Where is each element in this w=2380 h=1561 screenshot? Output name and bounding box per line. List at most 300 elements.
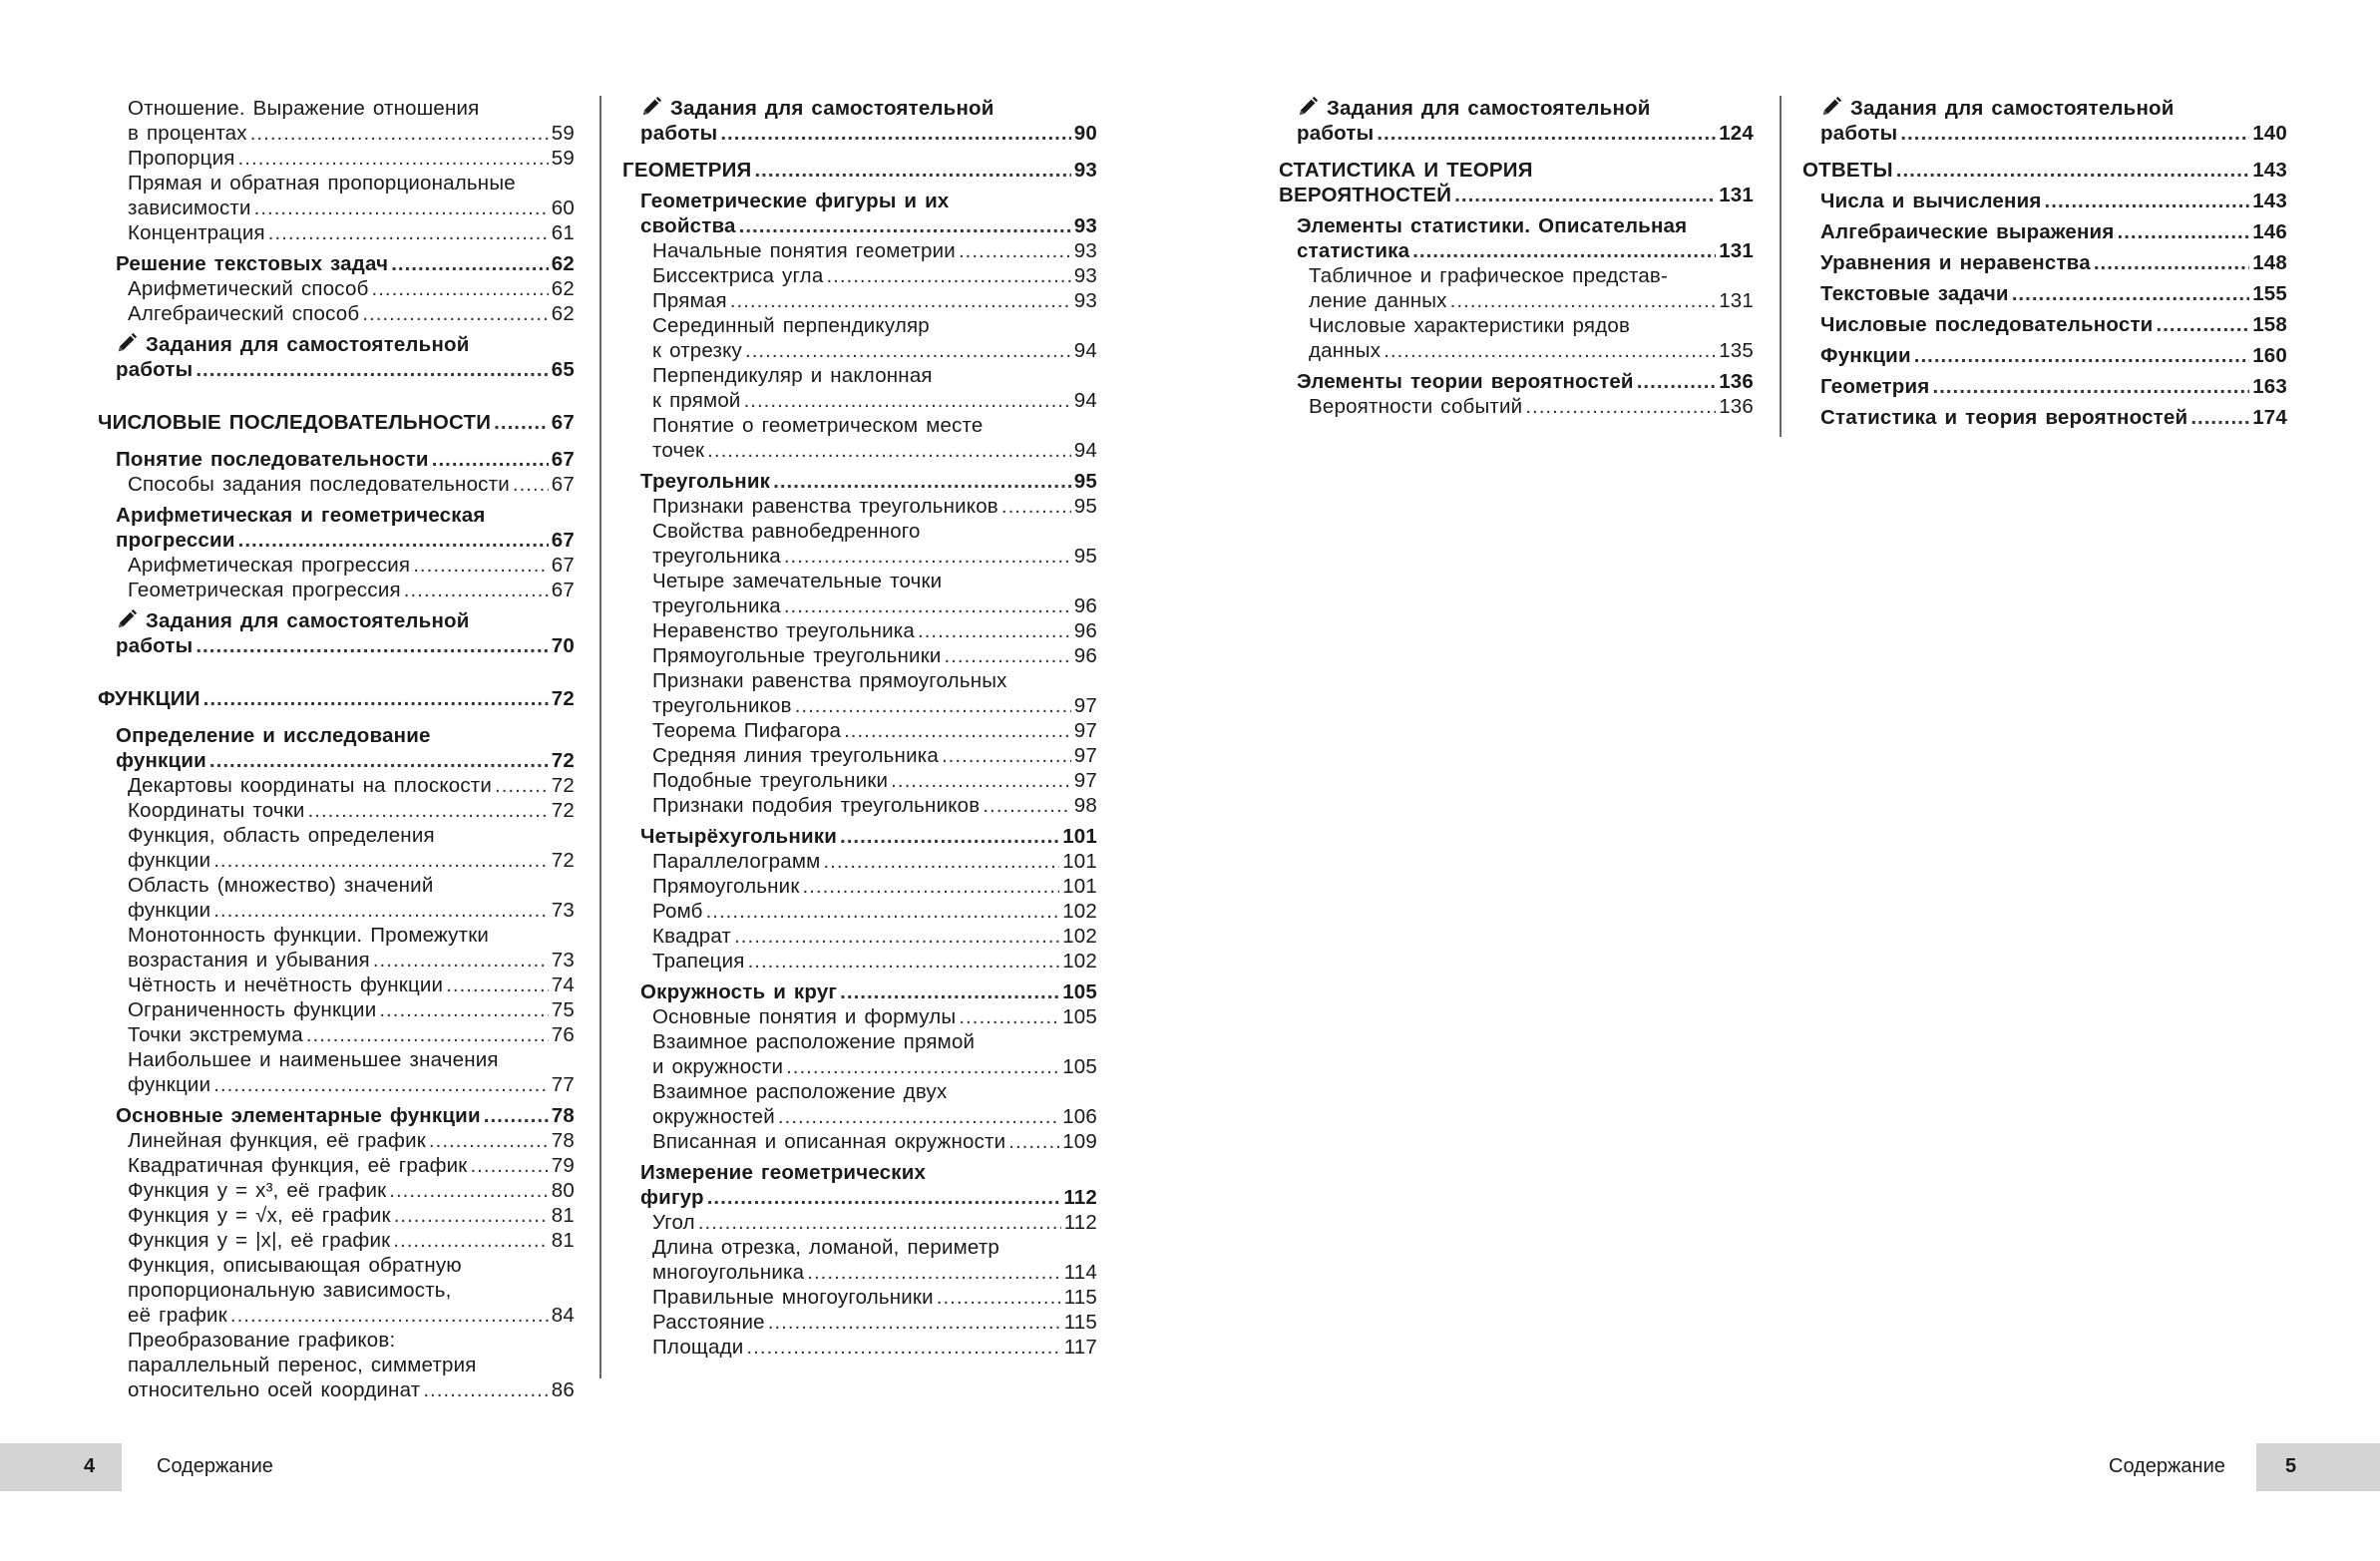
pencil-icon xyxy=(116,332,138,354)
dot-leader xyxy=(937,1285,1061,1310)
toc-line xyxy=(128,553,575,578)
toc-line xyxy=(652,438,1097,463)
toc-entry-title: Задания для самостоятельной xyxy=(1327,97,1651,120)
dot-leader xyxy=(413,553,549,578)
toc-page-number: 62 xyxy=(551,277,575,300)
toc-line xyxy=(652,949,1097,974)
dot-leader xyxy=(213,848,549,873)
dot-leader xyxy=(784,544,1071,569)
toc-line xyxy=(652,1260,1097,1285)
toc-item xyxy=(98,220,575,245)
toc-line xyxy=(128,1328,575,1353)
toc-page-number: 78 xyxy=(551,1129,575,1152)
toc-column-4 xyxy=(1802,96,2287,430)
toc-item xyxy=(622,1210,1097,1235)
toc-entry-title: Неравенство треугольника xyxy=(652,619,916,642)
toc-line xyxy=(652,1129,1097,1154)
toc-line xyxy=(640,824,1097,849)
dot-leader xyxy=(209,748,549,773)
toc-line xyxy=(1820,312,2287,337)
toc-item xyxy=(622,949,1097,974)
toc-page-number: 94 xyxy=(1073,439,1097,462)
toc-item xyxy=(98,823,575,873)
toc-entry-title: СТАТИСТИКА И ТЕОРИЯ xyxy=(1279,159,1533,182)
toc-line xyxy=(652,1104,1097,1129)
toc-page-number: 105 xyxy=(1062,1005,1097,1028)
dot-leader xyxy=(959,1004,1059,1029)
toc-page-number: 61 xyxy=(551,221,575,244)
dot-leader xyxy=(1384,338,1716,363)
toc-subsection xyxy=(622,979,1097,1004)
toc-item xyxy=(622,924,1097,949)
toc-item xyxy=(622,238,1097,263)
toc-entry-title: к прямой xyxy=(652,389,741,412)
toc-entry-title: пропорциональную зависимость, xyxy=(128,1279,452,1302)
toc-page-number: 81 xyxy=(551,1204,575,1227)
pencil-icon xyxy=(116,608,138,630)
dot-leader xyxy=(484,1103,549,1128)
dot-leader xyxy=(432,447,549,472)
running-title-left: Содержание xyxy=(157,1455,273,1477)
toc-subsection xyxy=(622,469,1097,494)
toc-entry-title: Квадрат xyxy=(652,925,732,948)
dot-leader xyxy=(238,528,549,553)
toc-line xyxy=(98,410,575,435)
toc-line xyxy=(652,388,1097,413)
toc-column-1 xyxy=(98,96,575,1402)
dot-leader xyxy=(372,276,549,301)
toc-entry-title: Треугольник xyxy=(640,470,771,493)
toc-item xyxy=(98,1153,575,1178)
dot-leader xyxy=(2157,312,2250,337)
dot-leader xyxy=(745,338,1071,363)
toc-subsection xyxy=(622,824,1097,849)
toc-line xyxy=(652,1310,1097,1335)
toc-page-number: 101 xyxy=(1062,875,1097,898)
toc-entry-title: Взаимное расположение двух xyxy=(652,1080,948,1103)
dot-leader xyxy=(494,410,549,435)
toc-item xyxy=(98,578,575,602)
toc-line xyxy=(640,1185,1097,1210)
toc-entry-title: относительно осей координат xyxy=(128,1378,421,1401)
pencil-icon xyxy=(1297,96,1319,118)
toc-line xyxy=(128,1022,575,1047)
dot-leader xyxy=(1900,121,2249,146)
toc-entry-title: Ромб xyxy=(652,900,703,923)
toc-line xyxy=(1802,158,2287,183)
toc-page-number: 136 xyxy=(1719,370,1754,393)
toc-entry-title: Функции xyxy=(1820,344,1911,367)
toc-entry-title: Статистика и теория вероятностей xyxy=(1820,406,2188,429)
toc-line xyxy=(1309,338,1754,363)
toc-entry-title: ГЕОМЕТРИЯ xyxy=(622,159,752,182)
toc-line xyxy=(128,1228,575,1253)
toc-subsection xyxy=(98,447,575,472)
toc-entry-title: ление данных xyxy=(1309,289,1447,312)
toc-item xyxy=(1279,313,1754,363)
toc-item xyxy=(98,1128,575,1153)
toc-page-number: 96 xyxy=(1073,594,1097,617)
toc-page-number: 93 xyxy=(1073,264,1097,287)
toc-line xyxy=(1297,96,1754,121)
toc-line xyxy=(128,1377,575,1402)
toc-page-number: 102 xyxy=(1062,900,1097,923)
toc-item xyxy=(622,363,1097,413)
page-number-box-left xyxy=(0,1443,122,1491)
toc-page-number: 62 xyxy=(551,302,575,325)
toc-page-number: 73 xyxy=(551,899,575,922)
toc-line xyxy=(652,793,1097,818)
toc-page-number: 109 xyxy=(1062,1130,1097,1153)
toc-page-number: 72 xyxy=(551,749,575,772)
toc-entry-title: Теорема Пифагора xyxy=(652,719,842,742)
toc-page-number: 140 xyxy=(2252,122,2287,145)
toc-item xyxy=(1279,263,1754,313)
toc-line xyxy=(128,1072,575,1097)
toc-entry-title: Наибольшее и наименьшее значения xyxy=(128,1048,499,1071)
toc-line xyxy=(652,569,1097,593)
toc-subsection xyxy=(98,1103,575,1128)
toc-line xyxy=(128,973,575,997)
toc-item xyxy=(98,973,575,997)
toc-page-number: 112 xyxy=(1063,1186,1097,1209)
page-number-left: 4 xyxy=(84,1455,96,1477)
toc-line xyxy=(652,1210,1097,1235)
toc-line xyxy=(1297,238,1754,263)
dot-leader xyxy=(720,121,1070,146)
toc-page-number: 72 xyxy=(551,687,575,710)
toc-line xyxy=(116,332,575,357)
toc-line xyxy=(652,874,1097,899)
toc-entry-title: Правильные многоугольники xyxy=(652,1286,934,1309)
toc-line xyxy=(652,363,1097,388)
toc-line xyxy=(116,251,575,276)
toc-page-number: 98 xyxy=(1073,794,1097,817)
dot-leader xyxy=(213,898,549,923)
toc-item xyxy=(622,1004,1097,1029)
toc-entry-title: Геометрические фигуры и их xyxy=(640,190,950,212)
toc-page-number: 86 xyxy=(551,1378,575,1401)
toc-item xyxy=(622,793,1097,818)
toc-line xyxy=(128,472,575,497)
toc-line xyxy=(128,1203,575,1228)
toc-entry-title: Задания для самостоятельной xyxy=(146,609,470,632)
toc-entry-title: возрастания и убывания xyxy=(128,949,370,972)
dot-leader xyxy=(196,633,548,658)
toc-item xyxy=(622,643,1097,668)
dot-leader xyxy=(823,849,1059,874)
dot-leader xyxy=(768,1310,1061,1335)
toc-entry-title: Геометрия xyxy=(1820,375,1930,398)
toc-line xyxy=(652,1029,1097,1054)
toc-line xyxy=(1297,369,1754,394)
toc-entry-title: Числовые характеристики рядов xyxy=(1309,314,1631,337)
toc-entry-title: Задания для самостоятельной xyxy=(146,333,470,356)
toc-entry-title: Понятие последовательности xyxy=(116,448,429,471)
toc-entry-title: Вписанная и описанная окружности xyxy=(652,1130,1006,1153)
dot-leader xyxy=(840,979,1059,1004)
toc-page-number: 124 xyxy=(1719,122,1754,145)
toc-entry-title: Решение текстовых задач xyxy=(116,252,389,275)
toc-line xyxy=(652,849,1097,874)
toc-item xyxy=(98,1228,575,1253)
toc-entry-title: ВЕРОЯТНОСТЕЙ xyxy=(1279,184,1452,206)
toc-entry-title: Алгебраический способ xyxy=(128,302,360,325)
toc-page-number: 59 xyxy=(551,147,575,170)
toc-line xyxy=(1820,219,2287,244)
toc-page-number: 97 xyxy=(1073,719,1097,742)
toc-entry-title: Прямая xyxy=(652,289,727,312)
toc-line xyxy=(652,313,1097,338)
toc-entry-title: Числа и вычисления xyxy=(1820,190,2042,212)
toc-line xyxy=(652,288,1097,313)
toc-entry-title: Измерение геометрических xyxy=(640,1161,927,1184)
toc-page-number: 102 xyxy=(1062,925,1097,948)
toc-page-number: 114 xyxy=(1063,1261,1097,1284)
dot-leader xyxy=(706,899,1060,924)
toc-page-number: 60 xyxy=(551,196,575,219)
dot-leader xyxy=(470,1153,548,1178)
dot-leader xyxy=(707,1185,1061,1210)
toc-page-number: 136 xyxy=(1719,395,1754,418)
toc-subsection xyxy=(1802,312,2287,337)
toc-line xyxy=(128,220,575,245)
toc-line xyxy=(116,357,575,382)
toc-page-number: 160 xyxy=(2252,344,2287,367)
toc-page-number: 72 xyxy=(551,774,575,797)
dot-leader xyxy=(404,578,549,602)
column-divider xyxy=(599,96,601,1378)
dot-leader xyxy=(746,1335,1060,1360)
toc-page-number: 79 xyxy=(551,1154,575,1177)
dot-leader xyxy=(1008,1129,1059,1154)
toc-entry-title: треугольника xyxy=(652,594,781,617)
toc-page-number: 96 xyxy=(1073,644,1097,667)
toc-page-number: 146 xyxy=(2252,220,2287,243)
dot-leader xyxy=(748,949,1060,974)
toc-subsection xyxy=(622,1160,1097,1210)
toc-entry-title: функции xyxy=(128,1073,211,1096)
toc-line xyxy=(652,1335,1097,1360)
toc-page-number: 96 xyxy=(1073,619,1097,642)
toc-item xyxy=(98,276,575,301)
toc-line xyxy=(128,301,575,326)
toc-line xyxy=(128,276,575,301)
toc-page-number: 84 xyxy=(551,1304,575,1327)
toc-line xyxy=(128,1047,575,1072)
toc-page-number: 101 xyxy=(1062,825,1097,848)
toc-page-number: 67 xyxy=(551,411,575,434)
toc-page-number: 67 xyxy=(551,579,575,601)
toc-item xyxy=(622,668,1097,718)
toc-entry-title: Арифметическая прогрессия xyxy=(128,554,411,577)
toc-line xyxy=(652,643,1097,668)
dot-leader xyxy=(840,824,1059,849)
toc-item xyxy=(98,923,575,973)
toc-line xyxy=(652,238,1097,263)
toc-entry-title: параллельный перенос, симметрия xyxy=(128,1354,477,1376)
toc-entry-title: Подобные треугольники xyxy=(652,769,889,792)
toc-item xyxy=(622,1129,1097,1154)
toc-entry-title: Способы задания последовательности xyxy=(128,473,510,496)
toc-page-number: 93 xyxy=(1073,239,1097,262)
toc-item xyxy=(622,1335,1097,1360)
toc-line xyxy=(128,1128,575,1153)
toc-entry-title: данных xyxy=(1309,339,1382,362)
toc-page-number: 78 xyxy=(551,1104,575,1127)
toc-entry-title: Уравнения и неравенства xyxy=(1820,251,2091,274)
toc-page-number: 77 xyxy=(551,1073,575,1096)
toc-page-number: 163 xyxy=(2252,375,2287,398)
toc-page-number: 93 xyxy=(1073,289,1097,312)
toc-entry-title: Функция, описывающая обратную xyxy=(128,1254,462,1277)
toc-entry-title: Декартовы координаты на плоскости xyxy=(128,774,493,797)
toc-page-number: 135 xyxy=(1719,339,1754,362)
toc-line xyxy=(128,873,575,898)
page-number-right: 5 xyxy=(2285,1455,2297,1477)
toc-entry-title: Свойства равнобедренного xyxy=(652,520,921,543)
toc-line xyxy=(128,171,575,195)
toc-entry-title: Признаки равенства прямоугольных xyxy=(652,669,1007,692)
toc-column-3 xyxy=(1279,96,1754,419)
toc-entry-title: ФУНКЦИИ xyxy=(98,687,200,710)
toc-entry-title: треугольников xyxy=(652,694,792,717)
toc-page-number: 112 xyxy=(1063,1211,1097,1234)
toc-item xyxy=(622,494,1097,519)
toc-subsection xyxy=(622,96,1097,146)
toc-subsection xyxy=(1279,96,1754,146)
dot-leader xyxy=(844,718,1071,743)
toc-line xyxy=(652,1079,1097,1104)
toc-line xyxy=(116,503,575,528)
toc-line xyxy=(652,593,1097,618)
toc-line xyxy=(128,1153,575,1178)
dot-leader xyxy=(942,743,1071,768)
dot-leader xyxy=(513,472,549,497)
toc-entry-title: точек xyxy=(652,439,705,462)
toc-section xyxy=(1802,158,2287,183)
dot-leader xyxy=(754,158,1070,183)
toc-entry-title: Четырёхугольники xyxy=(640,825,838,848)
toc-entry-title: Монотонность функции. Промежутки xyxy=(128,924,490,947)
toc-page-number: 67 xyxy=(551,554,575,577)
toc-item xyxy=(622,263,1097,288)
toc-entry-title: функции xyxy=(128,849,211,872)
toc-page-number: 94 xyxy=(1073,339,1097,362)
toc-item xyxy=(98,146,575,171)
toc-page-number: 76 xyxy=(551,1023,575,1046)
toc-page-number: 131 xyxy=(1719,184,1754,206)
dot-leader xyxy=(744,388,1071,413)
dot-leader xyxy=(959,238,1071,263)
toc-entry-title: Серединный перпендикуляр xyxy=(652,314,930,337)
toc-page-number: 93 xyxy=(1073,159,1097,182)
dot-leader xyxy=(826,263,1070,288)
toc-line xyxy=(116,723,575,748)
toc-page-number: 90 xyxy=(1073,122,1097,145)
dot-leader xyxy=(795,693,1071,718)
toc-subsection xyxy=(1802,96,2287,146)
toc-line xyxy=(128,195,575,220)
toc-entry-title: Отношение. Выражение отношения xyxy=(128,97,480,120)
toc-line xyxy=(1820,250,2287,275)
toc-entry-title: Преобразование графиков: xyxy=(128,1329,396,1352)
toc-entry-title: Ограниченность функции xyxy=(128,998,377,1021)
toc-page-number: 80 xyxy=(551,1179,575,1202)
dot-leader xyxy=(2012,281,2249,306)
toc-page-number: 74 xyxy=(551,974,575,996)
dot-leader xyxy=(891,768,1071,793)
toc-page-number: 115 xyxy=(1063,1311,1097,1334)
toc-line xyxy=(652,743,1097,768)
dot-leader xyxy=(1001,494,1071,519)
toc-page-number: 95 xyxy=(1073,545,1097,568)
dot-leader xyxy=(230,1303,549,1328)
toc-line xyxy=(652,263,1097,288)
toc-entry-title: Табличное и графическое представ- xyxy=(1309,264,1669,287)
toc-line xyxy=(652,544,1097,569)
dot-leader xyxy=(393,1228,549,1253)
toc-item xyxy=(622,1235,1097,1285)
toc-line xyxy=(128,823,575,848)
toc-section xyxy=(98,686,575,711)
toc-item xyxy=(622,743,1097,768)
toc-line xyxy=(128,948,575,973)
page-number-box-right xyxy=(2256,1443,2380,1491)
dot-leader xyxy=(698,1210,1061,1235)
toc-subsection xyxy=(1802,250,2287,275)
toc-page-number: 95 xyxy=(1073,470,1097,493)
toc-entry-title: Взаимное расположение прямой xyxy=(652,1030,976,1053)
dot-leader xyxy=(268,220,549,245)
toc-line xyxy=(652,1004,1097,1029)
toc-line xyxy=(652,693,1097,718)
toc-entry-title: Определение и исследование xyxy=(116,724,431,747)
toc-line xyxy=(652,338,1097,363)
toc-entry-title: Арифметическая и геометрическая xyxy=(116,504,486,527)
toc-line xyxy=(640,1160,1097,1185)
toc-line xyxy=(1820,343,2287,368)
toc-entry-title: Угол xyxy=(652,1211,695,1234)
toc-item xyxy=(622,618,1097,643)
toc-entry-title: ЧИСЛОВЫЕ ПОСЛЕДОВАТЕЛЬНОСТИ xyxy=(98,411,492,434)
toc-subsection xyxy=(98,251,575,276)
toc-entry-title: Признаки равенства треугольников xyxy=(652,495,998,518)
toc-entry-title: Точки экстремума xyxy=(128,1023,303,1046)
toc-line xyxy=(640,189,1097,213)
toc-line xyxy=(1297,121,1754,146)
toc-entry-title: работы xyxy=(640,122,718,145)
toc-item xyxy=(98,1328,575,1402)
toc-page-number: 131 xyxy=(1719,239,1754,262)
toc-entry-title: Пропорция xyxy=(128,147,235,170)
toc-line xyxy=(1279,158,1754,183)
toc-entry-title: работы xyxy=(116,634,194,657)
toc-entry-title: свойства xyxy=(640,214,736,237)
toc-section xyxy=(1279,158,1754,207)
toc-entry-title: Задания для самостоятельной xyxy=(1850,97,2175,120)
toc-entry-title: Координаты точки xyxy=(128,799,305,822)
dot-leader xyxy=(446,973,549,997)
dot-leader xyxy=(730,288,1071,313)
toc-page-number: 105 xyxy=(1062,1055,1097,1078)
toc-item xyxy=(622,1079,1097,1129)
toc-entry-title: Элементы теории вероятностей xyxy=(1297,370,1634,393)
toc-entry-title: Функция, область определения xyxy=(128,824,435,847)
dot-leader xyxy=(394,1203,549,1228)
dot-leader xyxy=(389,1178,549,1203)
dot-leader xyxy=(1525,394,1716,419)
